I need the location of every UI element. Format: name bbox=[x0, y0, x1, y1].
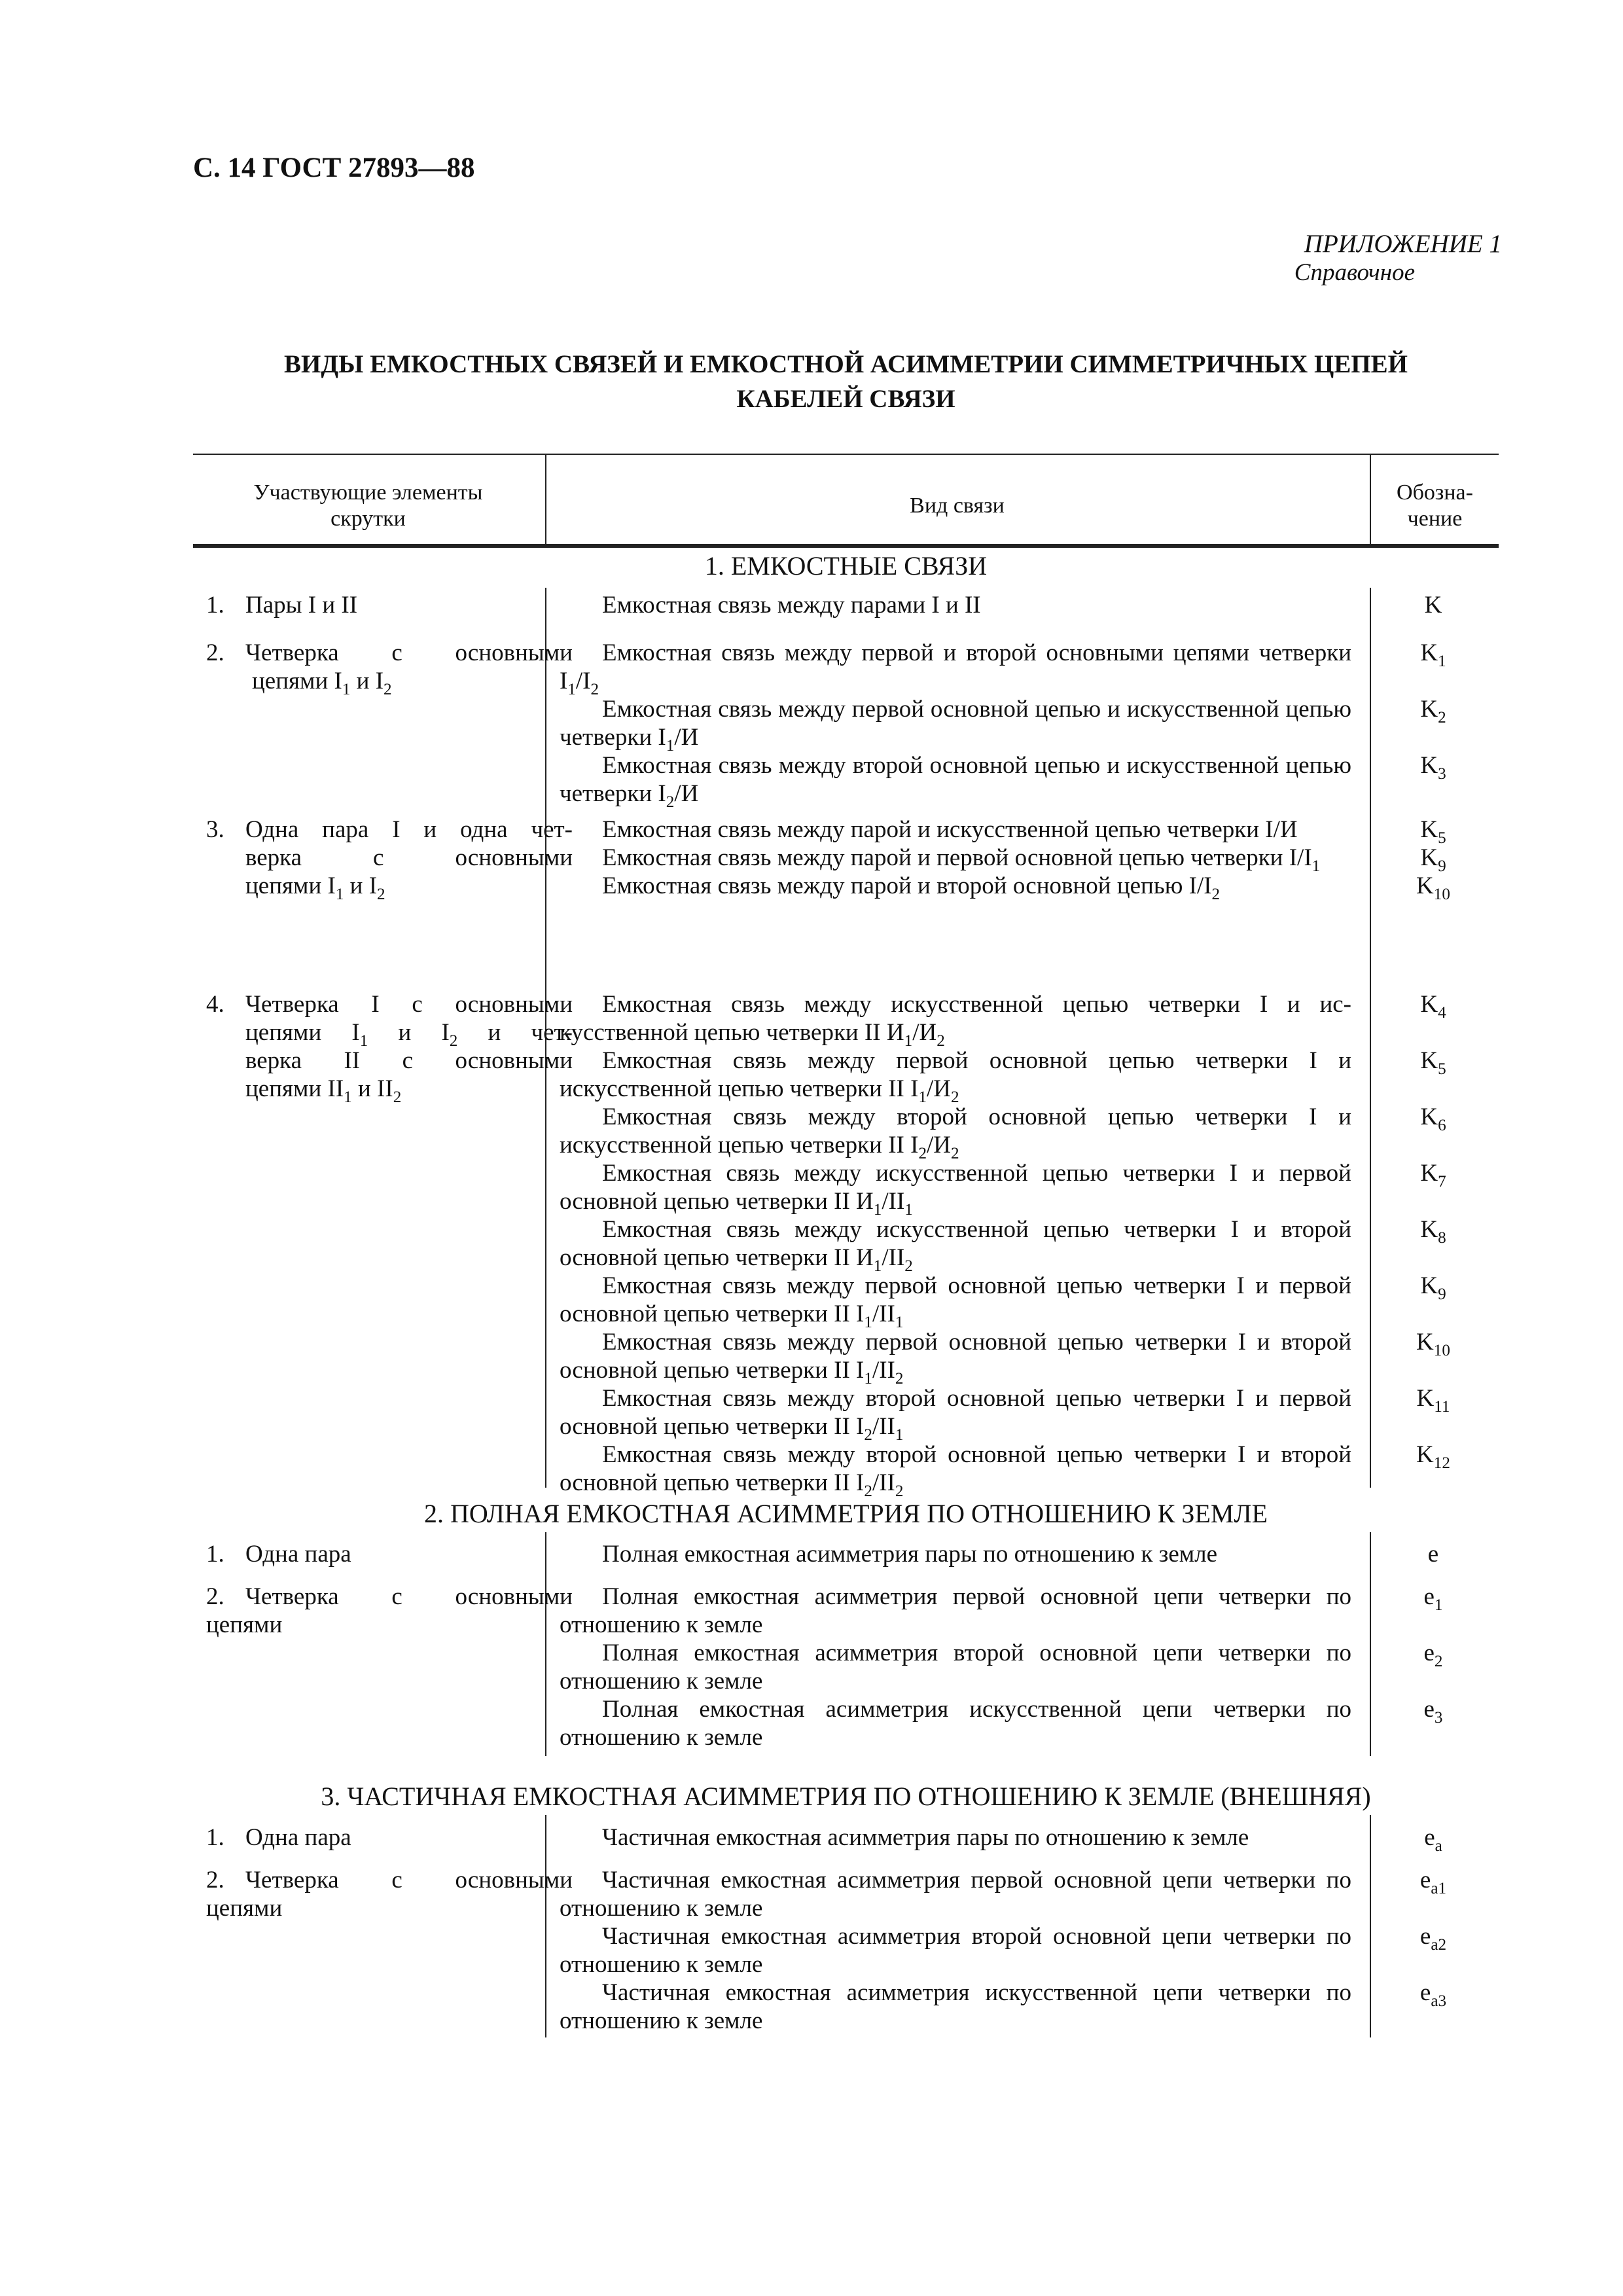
coupling-description: Полная емкостная асимметрия второй основной цепи четверки по отношению к земле bbox=[560, 1640, 1351, 1695]
coupling-symbol: $e_3$ bbox=[1423, 1696, 1443, 1727]
row-number: 3. bbox=[206, 816, 224, 843]
coupling-row bbox=[193, 1215, 1499, 1275]
coupling-row bbox=[193, 1639, 1499, 1695]
coupling-description: Полная емкостная асимметрия пары по отношению к земле bbox=[602, 1541, 1218, 1568]
participants-line: верка II с основными bbox=[245, 1047, 573, 1074]
participants-line: цепями $I_1$ и $I_2$ и чет- bbox=[245, 1019, 573, 1050]
participants-line: цепями bbox=[206, 1895, 283, 1922]
coupling-symbol: $e_2$ bbox=[1423, 1640, 1443, 1670]
table-header-rule bbox=[193, 544, 1499, 548]
appendix-label: ПРИЛОЖЕНИЕ 1 bbox=[1304, 230, 1502, 258]
col-header-participants-line-1: Участвующие элементы bbox=[253, 480, 483, 505]
row-number: 2. bbox=[206, 1583, 224, 1610]
row-number: 1. bbox=[206, 1824, 224, 1851]
header-divider-2 bbox=[1370, 454, 1371, 545]
coupling-description: Емкостная связь между первой основной цепью и искусственной цепью четверки $I_1/И$ bbox=[560, 696, 1351, 755]
col-header-participants-line-2: скрутки bbox=[330, 507, 406, 531]
participants-line: Четверка с основными bbox=[245, 1583, 573, 1610]
table-row-group bbox=[193, 1540, 1499, 1568]
coupling-symbol: $K_4$ bbox=[1420, 991, 1446, 1022]
coupling-row bbox=[193, 1047, 1499, 1106]
table-row-group bbox=[193, 1823, 1499, 1855]
header-divider-1 bbox=[545, 454, 546, 545]
row-number: 4. bbox=[206, 991, 224, 1018]
coupling-description: Емкостная связь между второй основной цепью четверки I и искусственной цепью четверки II $I_2/И_2$ bbox=[560, 1103, 1351, 1162]
coupling-row bbox=[193, 1583, 1499, 1639]
coupling-description: Полная емкостная асимметрия искусственной цепи четверки по отношению к земле bbox=[560, 1696, 1351, 1751]
coupling-row bbox=[193, 591, 1499, 619]
coupling-symbol: $e_1$ bbox=[1423, 1583, 1443, 1614]
participants-line: цепями $I_1$ и $I_2$ bbox=[252, 668, 392, 698]
row-number: 1. bbox=[206, 592, 224, 619]
coupling-row bbox=[193, 1103, 1499, 1162]
coupling-symbol: e bbox=[1427, 1541, 1439, 1568]
coupling-description: Емкостная связь между второй основной цепью и искусственной цепью четверки $I_2/И$ bbox=[560, 752, 1351, 811]
reference-label: Справочное bbox=[1294, 259, 1415, 286]
document-title bbox=[193, 347, 1499, 416]
participants-line: цепями $II_1$ и $II_2$ bbox=[245, 1075, 402, 1106]
coupling-description: Емкостная связь между первой основной цепью четверки I и первой основной цепью четверки II $I_1/II_1$ bbox=[560, 1272, 1351, 1331]
coupling-row bbox=[193, 816, 1499, 847]
coupling-description: Частичная емкостная асимметрия пары по отношению к земле bbox=[602, 1824, 1249, 1851]
section-title: 3. ЧАСТИЧНАЯ ЕМКОСТНАЯ АСИММЕТРИЯ ПО ОТНОШЕНИЮ К ЗЕМЛЕ (ВНЕШНЯЯ) bbox=[321, 1782, 1371, 1811]
coupling-description: Емкостная связь между второй основной цепью четверки I и первой основной цепью четверки II $I_2/II_1$ bbox=[560, 1385, 1351, 1444]
participants-line: Четверка с основными bbox=[245, 639, 573, 666]
coupling-symbol: $K_{10}$ bbox=[1416, 872, 1450, 903]
coupling-description: Емкостная связь между парой и второй основной цепью $I/I_2$ bbox=[602, 872, 1221, 903]
coupling-description: Частичная емкостная асимметрия искусственной цепи четверки по отношению к земле bbox=[560, 1979, 1351, 2034]
coupling-row bbox=[193, 1328, 1499, 1388]
coupling-description: Емкостная связь между парами I и II bbox=[602, 592, 981, 619]
coupling-symbol: $e_a$ bbox=[1424, 1824, 1442, 1855]
coupling-symbol: $K_7$ bbox=[1420, 1160, 1446, 1191]
participants-line: Одна пара I и одна чет- bbox=[245, 816, 573, 843]
coupling-row bbox=[193, 1823, 1499, 1855]
coupling-row bbox=[193, 1922, 1499, 1979]
coupling-description: Емкостная связь между первой основной цепью четверки I и второй основной цепью четверки II $I_1/II_2$ bbox=[560, 1329, 1351, 1388]
coupling-symbol: $e_{a2}$ bbox=[1419, 1923, 1447, 1954]
coupling-description: Емкостная связь между первой основной цепью четверки I и искусственной цепью четверки II $I_1/И_2$ bbox=[560, 1047, 1351, 1106]
coupling-row bbox=[193, 844, 1499, 875]
coupling-symbol: $K_9$ bbox=[1420, 844, 1446, 875]
coupling-description: Емкостная связь между парой и первой основной цепью четверки $I/I_1$ bbox=[602, 844, 1321, 875]
coupling-row bbox=[193, 1441, 1499, 1500]
participants-line: Одна пара bbox=[245, 1824, 351, 1851]
section-title: 2. ПОЛНАЯ ЕМКОСТНАЯ АСИММЕТРИЯ ПО ОТНОШЕНИЮ К ЗЕМЛЕ bbox=[423, 1499, 1268, 1528]
coupling-symbol: $K_{12}$ bbox=[1416, 1441, 1450, 1472]
coupling-description: Емкостная связь между искусственной цепью четверки I и второй основной цепью четверки II $И_1/II_2$ bbox=[560, 1216, 1351, 1275]
table-row-group bbox=[193, 990, 1499, 1500]
coupling-symbol: $K_3$ bbox=[1420, 752, 1446, 783]
col-header-participants bbox=[193, 480, 543, 532]
participants-line: цепями $I_1$ и $I_2$ bbox=[245, 872, 385, 903]
row-number: 1. bbox=[206, 1541, 224, 1568]
coupling-symbol: $K_5$ bbox=[1420, 816, 1446, 847]
coupling-row bbox=[193, 695, 1499, 755]
coupling-symbol: $K_{10}$ bbox=[1416, 1329, 1450, 1359]
section-title: 1. ЕМКОСТНЫЕ СВЯЗИ bbox=[704, 551, 988, 581]
coupling-symbol: $e_{a1}$ bbox=[1419, 1867, 1447, 1897]
coupling-description: Частичная емкостная асимметрия первой основной цепи четверки по отношению к земле bbox=[560, 1867, 1351, 1922]
coupling-symbol: $K_1$ bbox=[1420, 639, 1446, 670]
coupling-row bbox=[193, 639, 1499, 698]
coupling-symbol: $K_6$ bbox=[1420, 1103, 1446, 1134]
col-header-symbol bbox=[1371, 480, 1499, 532]
participants-line: Четверка с основными bbox=[245, 1867, 573, 1893]
coupling-row bbox=[193, 1384, 1499, 1444]
row-number: 2. bbox=[206, 639, 224, 666]
coupling-row bbox=[193, 1979, 1499, 2035]
coupling-description: Емкостная связь между искусственной цепью четверки I и первой основной цепью четверки II $И_1/II_1$ bbox=[560, 1160, 1351, 1219]
coupling-symbol: $K_{11}$ bbox=[1416, 1385, 1450, 1416]
coupling-row bbox=[193, 1272, 1499, 1331]
table-row-group bbox=[193, 639, 1499, 811]
title-line-2: КАБЕЛЕЙ СВЯЗИ bbox=[736, 385, 955, 413]
table-row-group bbox=[193, 1583, 1499, 1751]
coupling-symbol: $K_2$ bbox=[1420, 696, 1446, 726]
coupling-symbol: $K_5$ bbox=[1420, 1047, 1446, 1078]
row-number: 2. bbox=[206, 1867, 224, 1893]
coupling-description: Емкостная связь между парой и искусственной цепью четверки I/И bbox=[602, 816, 1298, 843]
coupling-symbol: $K_9$ bbox=[1420, 1272, 1446, 1303]
participants-line: верка с основными bbox=[245, 844, 573, 871]
table-row-group bbox=[193, 1866, 1499, 2035]
coupling-row bbox=[193, 872, 1499, 903]
coupling-symbol: $e_{a3}$ bbox=[1419, 1979, 1447, 2010]
coupling-row bbox=[193, 1540, 1499, 1568]
participants-line: Четверка I с основными bbox=[245, 991, 573, 1018]
coupling-row bbox=[193, 1866, 1499, 1922]
coupling-symbol: $K_8$ bbox=[1420, 1216, 1446, 1247]
participants-line: Одна пара bbox=[245, 1541, 351, 1568]
participants-line: Пары I и II bbox=[245, 592, 358, 619]
title-line-1: ВИДЫ ЕМКОСТНЫХ СВЯЗЕЙ И ЕМКОСТНОЙ АСИММЕТРИИ СИММЕТРИЧНЫХ ЦЕПЕЙ bbox=[283, 350, 1408, 378]
participants-line: цепями bbox=[206, 1611, 283, 1638]
coupling-description: Полная емкостная асимметрия первой основной цепи четверки по отношению к земле bbox=[560, 1583, 1351, 1638]
col-header-kind: Вид связи bbox=[910, 493, 1005, 518]
coupling-row bbox=[193, 1695, 1499, 1751]
coupling-symbol: K bbox=[1424, 592, 1442, 619]
coupling-description: Емкостная связь между первой и второй основными цепями четверки $I_1/I_2$ bbox=[560, 639, 1351, 698]
coupling-description: Частичная емкостная асимметрия второй основной цепи четверки по отношению к земле bbox=[560, 1923, 1351, 1978]
table-top-rule bbox=[193, 454, 1499, 455]
table-row-group bbox=[193, 591, 1499, 619]
col-header-symbol-line-2: чение bbox=[1407, 507, 1463, 531]
coupling-row bbox=[193, 751, 1499, 811]
coupling-row bbox=[193, 1159, 1499, 1219]
table-row-group bbox=[193, 816, 1499, 903]
coupling-description: Емкостная связь между искусственной цепью четверки I и искусственной цепью четверки II $И_1/И_2$ bbox=[560, 991, 1351, 1050]
col-header-symbol-line-1: Обозна- bbox=[1397, 480, 1473, 505]
coupling-description: Емкостная связь между второй основной цепью четверки I и второй основной цепью четверки II $I_2/II_2$ bbox=[560, 1441, 1351, 1500]
page-header: С. 14 ГОСТ 27893—88 bbox=[193, 152, 475, 183]
coupling-row bbox=[193, 990, 1499, 1050]
